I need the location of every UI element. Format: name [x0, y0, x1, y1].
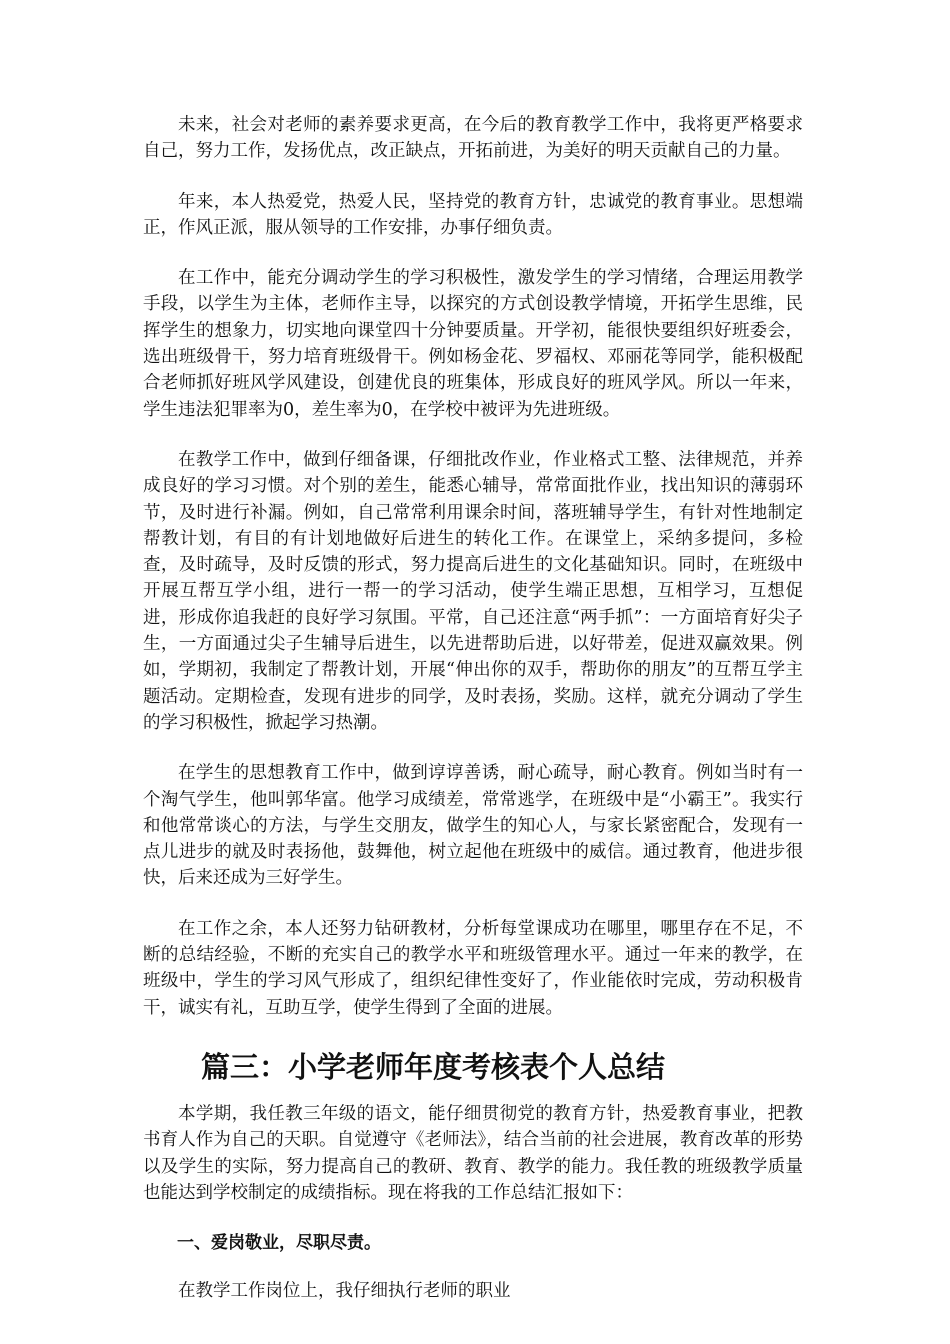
intro-paragraph: 本学期，我任教三年级的语文，能仔细贯彻党的教育方针，热爱教育事业，把教书育人作为自己的天职。自觉遵守《老师法》，结合当前的社会进展，教育改革的形势以及学生的实际，努力提高自己的教研、教育、教学的能力。我任教的班级教学质量也能达到学校制定的成绩指标。现在将我的工作总结汇报如下：	[143, 1103, 803, 1203]
paragraph: 在工作之余，本人还努力钻研教材，分析每堂课成功在哪里，哪里存在不足，不断的总结经验，不断的充实自己的教学水平和班级管理水平。通过一年来的教学，在班级中，学生的学习风气形成了，组织纪律性变好了，作业能依时完成，劳动积极肯干，诚实有礼，互助互学，使学生得到了全面的进展。	[143, 918, 803, 1018]
section-title: 篇三：小学老师年度考核表个人总结	[201, 1049, 666, 1084]
paragraph: 年来，本人热爱党，热爱人民，坚持党的教育方针，忠诚党的教育事业。思想端正，作风正派，服从领导的工作安排，办事仔细负责。	[143, 191, 803, 238]
paragraph: 未来，社会对老师的素养要求更高，在今后的教育教学工作中，我将更严格要求自己，努力工作，发扬优点，改正缺点，开拓前进，为美好的明天贡献自己的力量。	[143, 115, 803, 162]
paragraph: 在教学工作岗位上，我仔细执行老师的职业	[178, 1281, 511, 1302]
paragraph: 在学生的思想教育工作中，做到谆谆善诱，耐心疏导，耐心教育。例如当时有一个淘气学生，他叫郭华富。他学习成绩差，常常逃学，在班级中是“小霸王”。我实行和他常常谈心的方法，与学生交朋友，做学生的知心人，与家长紧密配合，发现有一点儿进步的就及时表扬他，鼓舞他，树立起他在班级中的威信。通过教育，他进步很快，后来还成为三好学生。	[143, 763, 803, 889]
paragraph: 在工作中，能充分调动学生的学习积极性，激发学生的学习情绪，合理运用教学手段，以学生为主体，老师作主导，以探究的方式创设教学情境，开拓学生思维，民挥学生的想象力，切实地向课堂四十分钟要质量。开学初，能很快要组织好班委会，选出班级骨干，努力培育班级骨干。例如杨金花、罗福权、邓丽花等同学，能积极配合老师抓好班风学风建设，创建优良的班集体，形成良好的班风学风。所以一年来，学生违法犯罪率为0，差生率为0，在学校中被评为先进班级。	[143, 268, 803, 420]
paragraph: 在教学工作中，做到仔细备课，仔细批改作业，作业格式工整、法律规范，并养成良好的学习习惯。对个别的差生，能悉心辅导，常常面批作业，找出知识的薄弱环节，及时进行补漏。例如，自己常常利用课余时间，落班辅导学生，有针对性地制定帮教计划，有目的有计划地做好后进生的转化工作。在课堂上，采纳多提问，多检查，及时疏导，及时反馈的形式，努力提高后进生的文化基础知识。同时，在班级中开展互帮互学小组，进行一帮一的学习活动，使学生端正思想，互相学习，互想促进，形成你追我赶的良好学习氛围。平常，自己还注意“两手抓”：一方面培育好尖子生，一方面通过尖子生辅导后进生，以先进帮助后进，以好带差，促进双赢效果。例如，学期初，我制定了帮教计划，开展“伸出你的双手，帮助你的朋友”的互帮互学主题活动。定期检查，发现有进步的同学，及时表扬，奖励。这样，就充分调动了学生的学习积极性，掀起学习热潮。	[143, 449, 803, 733]
document-page	[143, 112, 803, 1328]
subsection-heading: 一、爱岗敬业，尽职尽责。	[177, 1233, 381, 1254]
